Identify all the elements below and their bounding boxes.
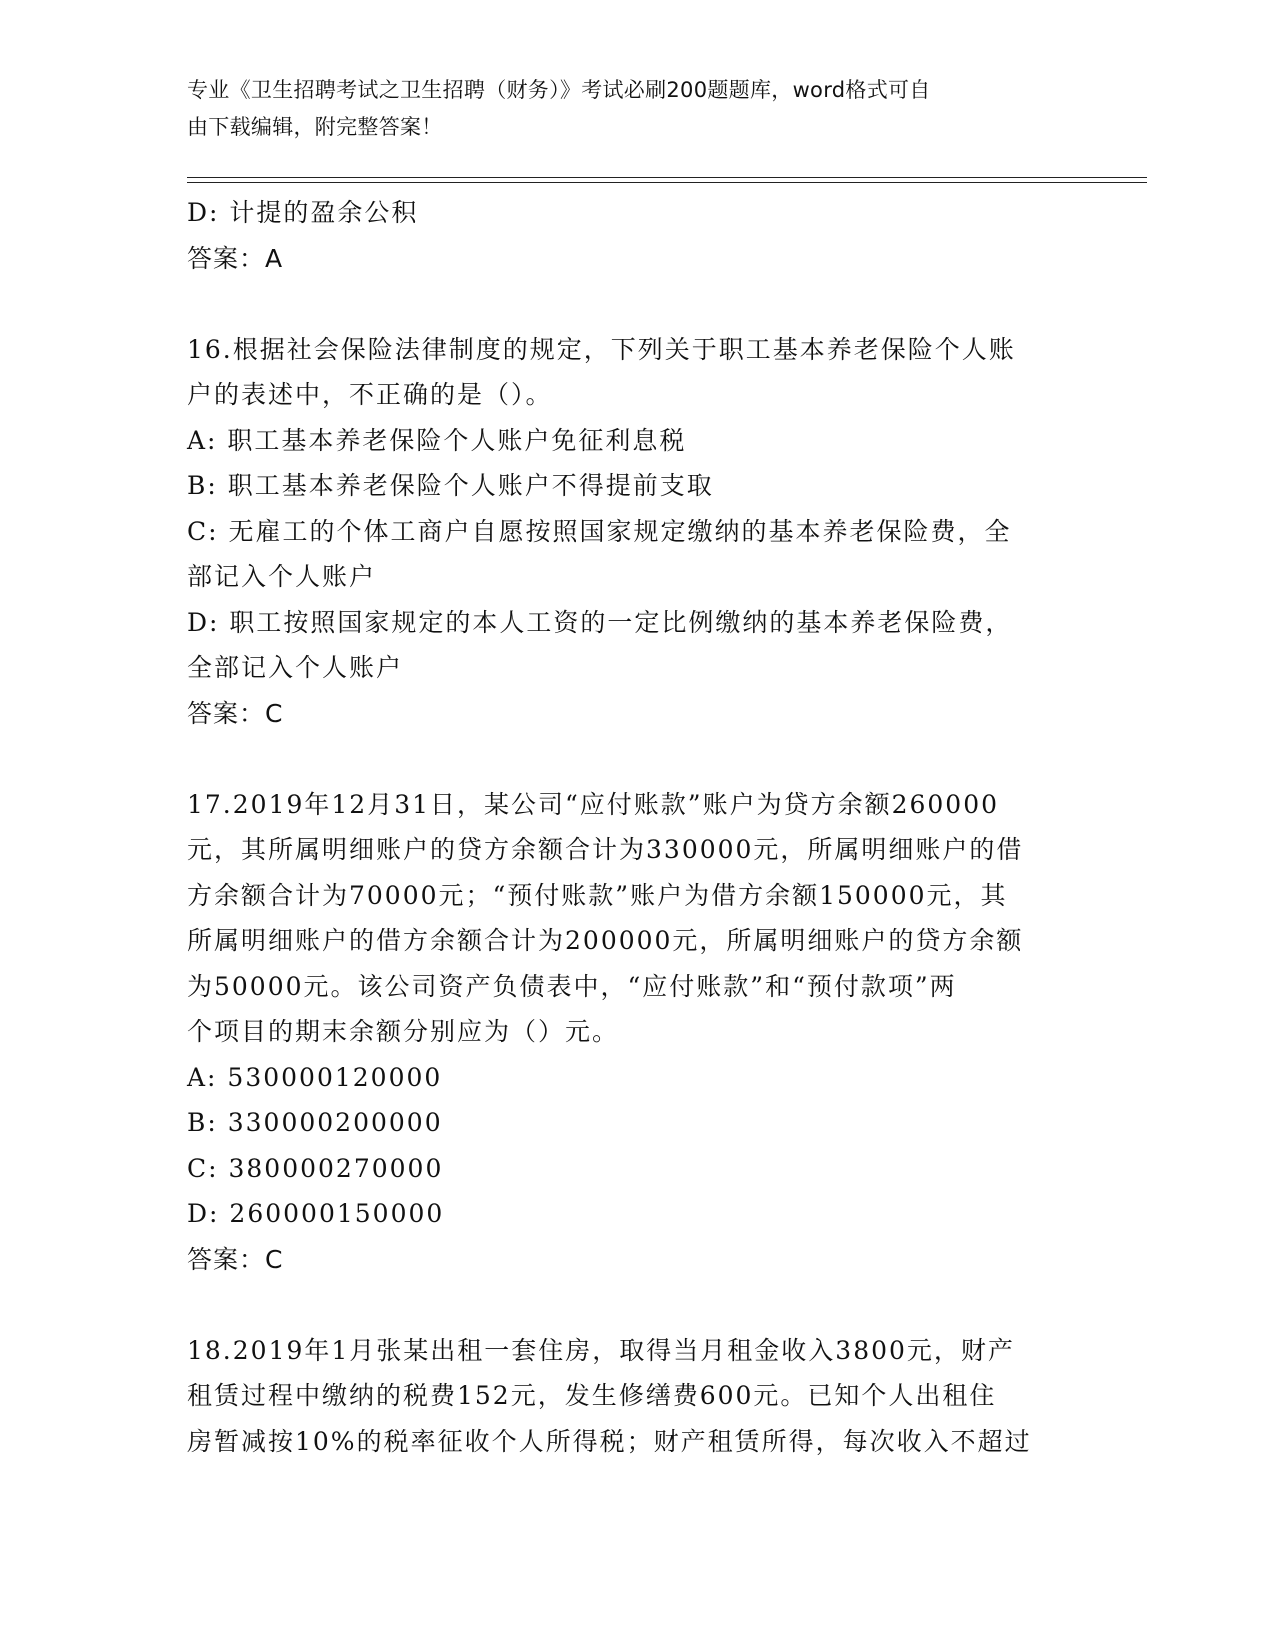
- q17-option-a: A: 530000120000: [187, 1062, 443, 1092]
- question-17: [187, 782, 1082, 1283]
- q16-option-c-line-1: C: 无雇工的个体工商户自愿按照国家规定缴纳的基本养老保险费，全: [187, 516, 1012, 546]
- q17-stem-line-4: 所属明细账户的借方余额合计为200000元，所属明细账户的贷方余额: [187, 926, 1024, 955]
- q16-option-d-line-1: D: 职工按照国家规定的本人工资的一定比例缴纳的基本养老保险费，: [187, 607, 1013, 637]
- q18-stem-line-2: 租赁过程中缴纳的税费152元，发生修缮费600元。已知个人出租住: [187, 1381, 997, 1410]
- header-title-line-2: 由下载编辑，附完整答案！: [187, 115, 443, 139]
- q16-stem-line-2: 户的表述中，不正确的是（）。: [187, 380, 553, 409]
- question-16: [187, 327, 1082, 737]
- q18-stem-line-1: 18.2019年1月张某出租一套住房，取得当月租金收入3800元，财产: [187, 1335, 1015, 1365]
- header-divider-top: [187, 177, 1147, 178]
- q17-stem-line-2: 元，其所属明细账户的贷方余额合计为330000元，所属明细账户的借: [187, 835, 1024, 864]
- question-18: [187, 1328, 1082, 1465]
- q17-option-b: B: 330000200000: [187, 1108, 443, 1137]
- q17-stem-line-1: 17.2019年12月31日，某公司“应付账款”账户为贷方余额260000: [187, 789, 1000, 819]
- header-divider-bottom: [187, 182, 1147, 183]
- q16-option-b: B: 职工基本养老保险个人账户不得提前支取: [187, 471, 714, 500]
- spacer: [187, 1282, 1082, 1328]
- q16-option-d-line-2: 全部记入个人账户: [187, 653, 404, 682]
- q16-option-c-line-2: 部记入个人账户: [187, 562, 377, 591]
- spacer: [187, 736, 1082, 782]
- q18-stem-line-3: 房暂减按10%的税率征收个人所得税；财产租赁所得，每次收入不超过: [187, 1426, 1032, 1456]
- spacer: [187, 281, 1082, 327]
- q17-option-c: C: 380000270000: [187, 1153, 444, 1183]
- q17-stem-line-3: 方余额合计为70000元；“预付账款”账户为借方余额150000元，其: [187, 880, 1008, 910]
- q16-answer: 答案：C: [187, 698, 284, 728]
- q16-option-a: A: 职工基本养老保险个人账户免征利息税: [187, 425, 687, 455]
- q15-option-d: D: 计提的盈余公积: [187, 198, 419, 227]
- q17-answer: 答案：C: [187, 1244, 284, 1274]
- q16-stem-line-1: 16.根据社会保险法律制度的规定，下列关于职工基本养老保险个人账: [187, 334, 1016, 364]
- q17-stem-line-6: 个项目的期末余额分别应为（）元。: [187, 1017, 620, 1046]
- q15-answer: 答案：A: [187, 243, 284, 273]
- q17-stem-line-5: 为50000元。该公司资产负债表中，“应付账款”和“预付款项”两: [187, 971, 957, 1001]
- document-header: [187, 72, 1067, 146]
- header-title-line-1: 专业《卫生招聘考试之卫生招聘（财务）》考试必刷200题题库，word格式可自: [187, 78, 931, 102]
- q17-option-d: D: 260000150000: [187, 1199, 445, 1228]
- question-15-tail: [187, 190, 1082, 281]
- document-body: [187, 190, 1082, 1464]
